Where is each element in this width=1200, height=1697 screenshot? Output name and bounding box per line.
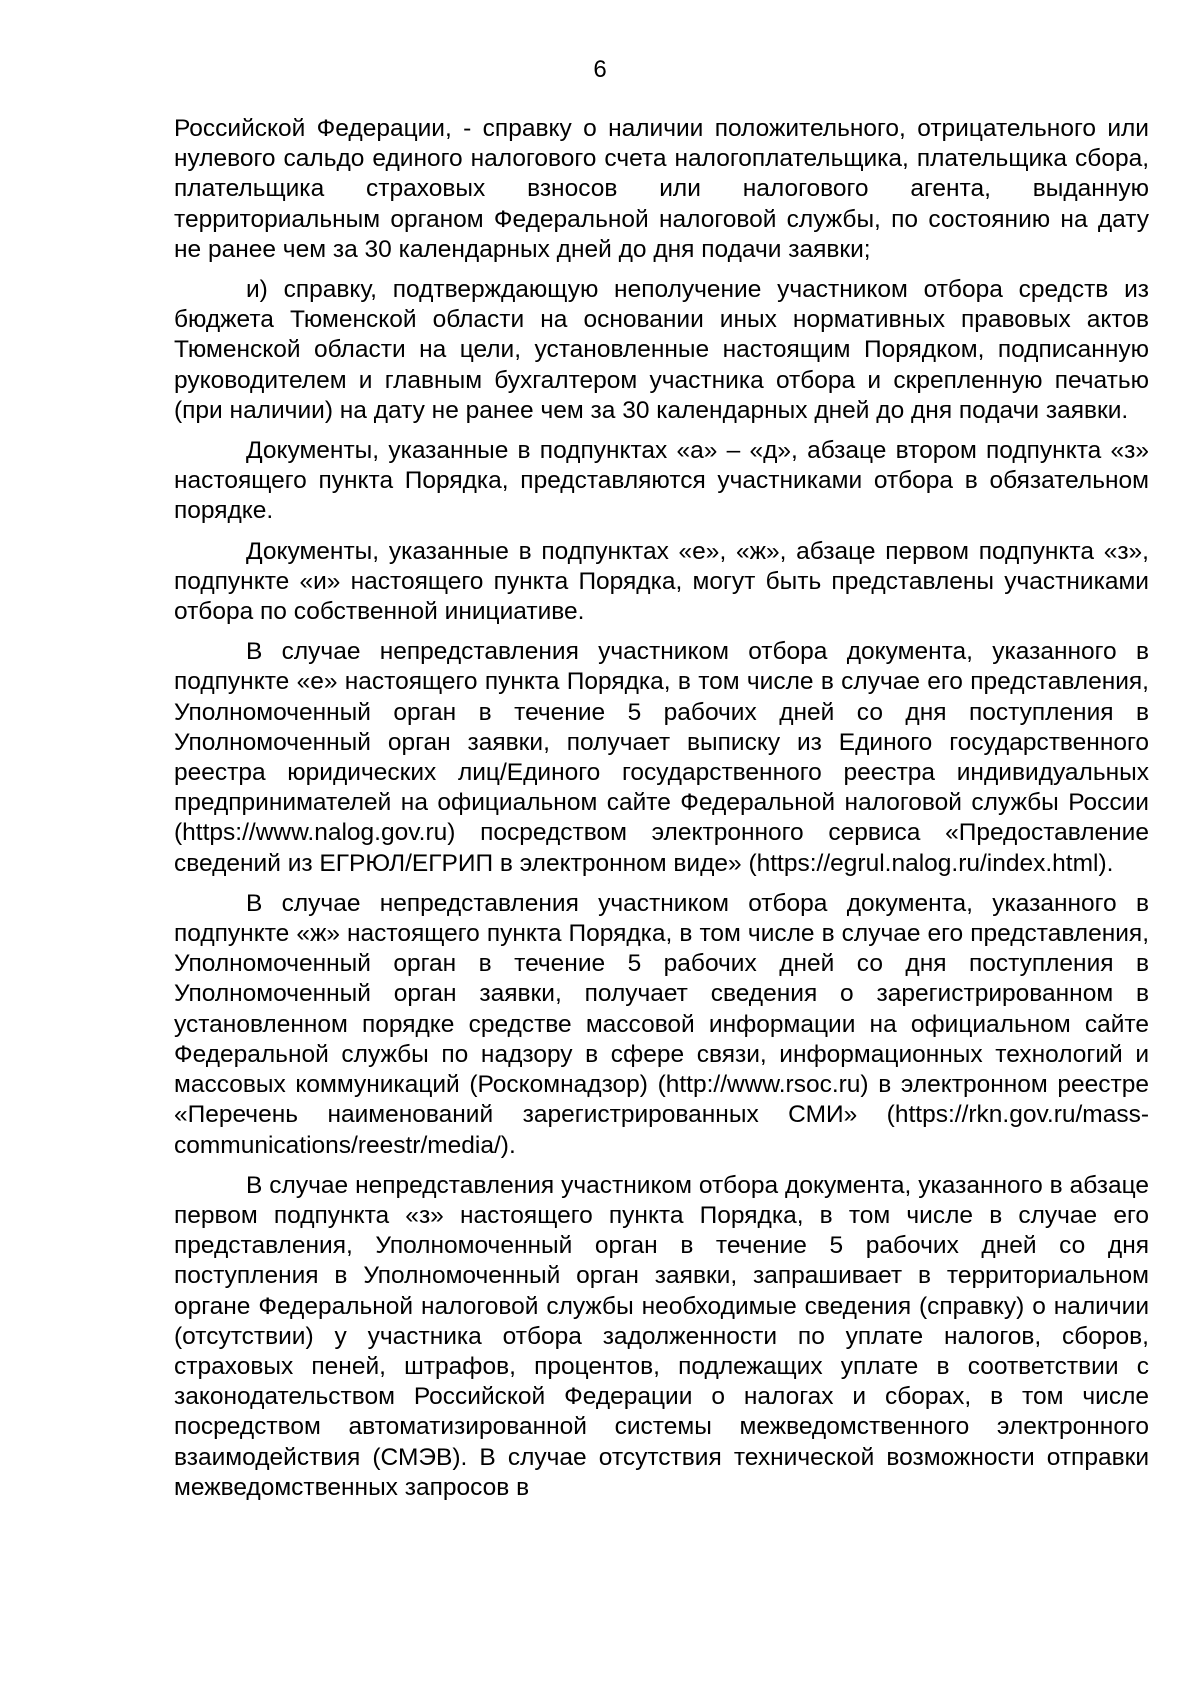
paragraph-mandatory-documents: Документы, указанные в подпунктах «а» – «д», абзаце втором подпункта «з» настоящего пункта Порядка, представляются участниками отбора в обязательном порядке. — [174, 437, 1149, 525]
paragraph-egrul-extract: В случае непредставления участником отбора документа, указанного в подпункте «е» настоящего пункта Порядка, в том числе в случае его представления, Уполномоченный орган в течение 5 рабочих дней со дня поступления в Уполномоченный орган заявки, получает выписку из Единого государственного реестра юридических лиц/Единого государственного реестра индивидуальных предпринимателей на официальном сайте Федеральной налоговой службы России (https://www.nalog.gov.ru) посредством электронного сервиса «Предоставление сведений из ЕГРЮЛ/ЕГРИП в электронном виде» (https://egrul.nalog.ru/index.html). — [174, 638, 1149, 877]
paragraph-continuation: Российской Федерации, - справку о наличии положительного, отрицательного или нулевого сальдо единого налогового счета налогоплательщика, плательщика сбора, плательщика страховых взносов или налогового агента, выданную территориальным органом Федеральной налоговой службы, по состоянию на дату не ранее чем за 30 календарных дней до дня подачи заявки; — [174, 115, 1149, 263]
page-number: 6 — [593, 56, 607, 83]
paragraph-tax-debt-request: В случае непредставления участником отбора документа, указанного в абзаце первом подпункта «з» настоящего пункта Порядка, в том числе в случае его представления, Уполномоченный орган в течение 5 рабочих дней со дня поступления в Уполномоченный орган заявки, запрашивает в территориальном органе Федеральной налоговой службы необходимые сведения (справку) о наличии (отсутствии) у участника отбора задолженности по уплате налогов, сборов, страховых пеней, штрафов, процентов, подлежащих уплате в соответствии с законодательством Российской Федерации о налогах и сборах, в том числе посредством автоматизированной системы межведомственного электронного взаимодействия (СМЭВ). В случае отсутствия технической возможности отправки межведомственных запросов в — [174, 1171, 1149, 1501]
paragraph-subitem-i: и) справку, подтверждающую неполучение участником отбора средств из бюджета Тюменской области на основании иных нормативных правовых актов Тюменской области на цели, установленные настоящим Порядком, подписанную руководителем и главным бухгалтером участника отбора и скрепленную печатью (при наличии) на дату не ранее чем за 30 календарных дней до дня подачи заявки. — [174, 276, 1149, 424]
document-body — [174, 114, 1149, 1503]
paragraph-optional-documents: Документы, указанные в подпунктах «е», «ж», абзаце первом подпункта «з», подпункте «и» настоящего пункта Порядка, могут быть представлены участниками отбора по собственной инициативе. — [174, 537, 1149, 626]
paragraph-media-registry: В случае непредставления участником отбора документа, указанного в подпункте «ж» настоящего пункта Порядка, в том числе в случае его представления, Уполномоченный орган в течение 5 рабочих дней со дня поступления в Уполномоченный орган заявки, получает сведения о зарегистрированном в установленном порядке средстве массовой информации на официальном сайте Федеральной службы по надзору в сфере связи, информационных технологий и массовых коммуникаций (Роскомнадзор) (http://www.rsoc.ru) в электронном реестре «Перечень наименований зарегистрированных СМИ» (https://rkn.gov.ru/mass-communications/reestr/media/). — [174, 889, 1149, 1159]
